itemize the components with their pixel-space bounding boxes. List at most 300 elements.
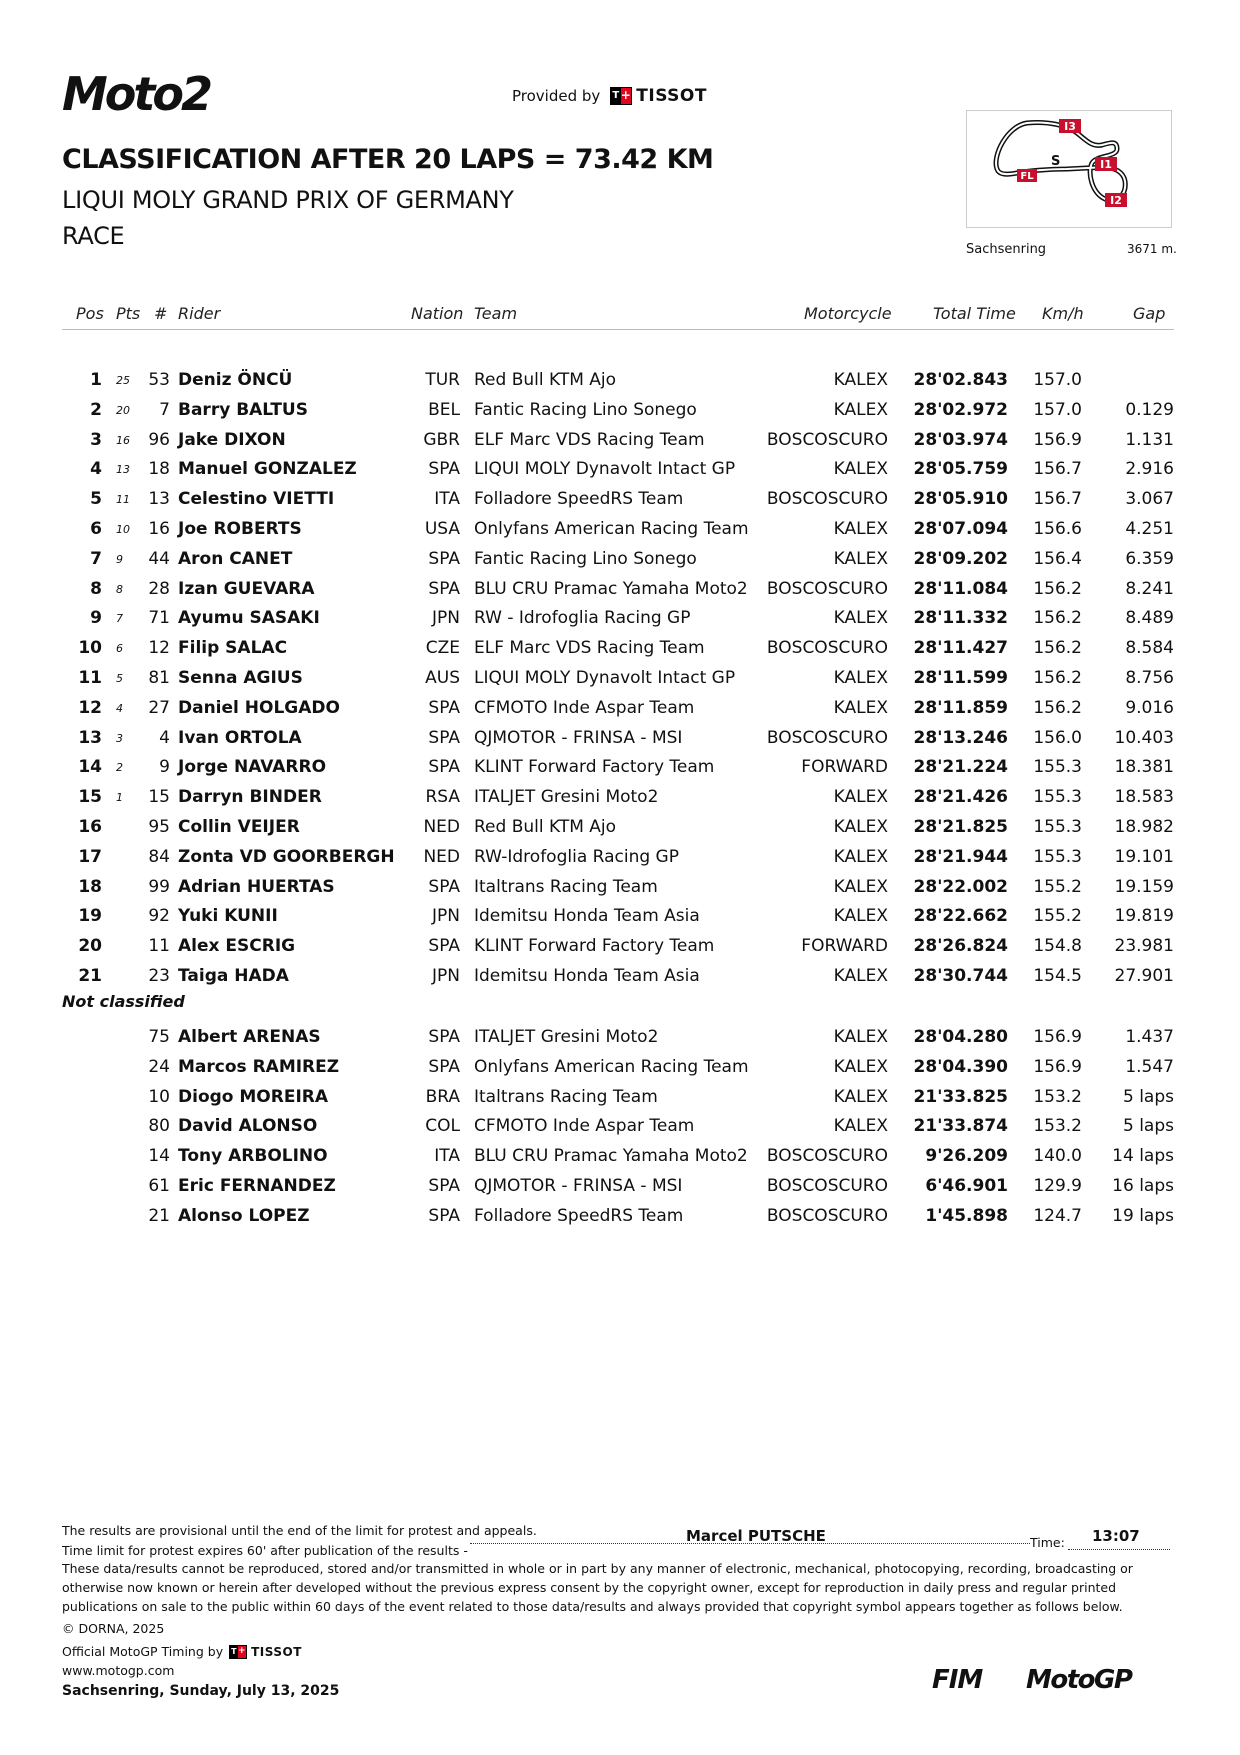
cell-nation: COL <box>425 1116 460 1137</box>
provisional-note: The results are provisional until the end of the limit for protest and appeals. <box>62 1523 537 1538</box>
cell-rider: Daniel HOLGADO <box>178 697 340 718</box>
cell-pos: 20 <box>78 936 102 957</box>
cell-number: 13 <box>148 489 170 510</box>
cell-motorcycle: BOSCOSCURO <box>766 578 888 599</box>
table-row <box>0 430 1240 460</box>
cell-kmh: 157.0 <box>1033 399 1082 420</box>
table-row <box>0 847 1240 877</box>
cell-gap: 16 laps <box>1112 1176 1174 1196</box>
cell-rider: Tony ARBOLINO <box>178 1146 328 1167</box>
cell-number: 4 <box>159 727 170 748</box>
cell-nation: SPA <box>428 876 460 897</box>
cell-motorcycle: BOSCOSCURO <box>766 727 888 748</box>
table-row <box>0 877 1240 907</box>
cell-gap: 9.016 <box>1125 697 1174 718</box>
cell-number: 9 <box>159 757 170 778</box>
cell-gap: 0.129 <box>1125 399 1174 420</box>
cell-team: Idemitsu Honda Team Asia <box>474 966 700 986</box>
cell-gap: 18.381 <box>1114 757 1174 778</box>
cell-total-time: 28'21.825 <box>913 817 1008 837</box>
cell-team: BLU CRU Pramac Yamaha Moto2 <box>474 578 748 599</box>
tissot-wordmark: TISSOT <box>636 86 707 106</box>
cell-motorcycle: KALEX <box>833 370 888 390</box>
cell-motorcycle: KALEX <box>833 668 888 688</box>
cell-rider: David ALONSO <box>178 1116 318 1137</box>
table-row-not-classified <box>0 1206 1240 1236</box>
cell-total-time: 28'04.390 <box>913 1056 1008 1077</box>
svg-text:I3: I3 <box>1064 120 1076 133</box>
cell-gap: 1.437 <box>1125 1027 1174 1047</box>
table-row <box>0 519 1240 549</box>
cell-rider: Aron CANET <box>178 548 293 569</box>
cell-total-time: 28'11.332 <box>913 608 1008 629</box>
cell-pos: 21 <box>78 966 102 986</box>
fim-logo <box>930 1664 1000 1698</box>
cell-total-time: 28'11.427 <box>913 638 1008 659</box>
cell-nation: NED <box>423 846 460 867</box>
page-title: CLASSIFICATION AFTER 20 LAPS = 73.42 KM <box>62 144 714 175</box>
cell-total-time: 28'11.084 <box>913 578 1008 599</box>
svg-text:Moto2: Moto2 <box>62 72 210 116</box>
cell-total-time: 28'02.843 <box>913 370 1008 390</box>
cell-motorcycle: KALEX <box>833 1116 888 1137</box>
cell-pos: 15 <box>78 787 102 808</box>
cell-gap: 5 laps <box>1122 1116 1174 1137</box>
cell-pts: 4 <box>116 701 123 715</box>
cell-nation: SPA <box>428 459 460 480</box>
cell-gap: 3.067 <box>1125 489 1174 510</box>
cell-team: ELF Marc VDS Racing Team <box>474 429 705 450</box>
col-header-pts: Pts <box>116 304 141 323</box>
cell-number: 21 <box>148 1205 170 1226</box>
cell-nation: AUS <box>425 668 460 688</box>
cell-kmh: 156.2 <box>1033 668 1082 688</box>
cell-nation: SPA <box>428 936 460 957</box>
session-name: RACE <box>62 222 125 250</box>
cell-total-time: 28'03.974 <box>913 429 1008 450</box>
signatory-name: Marcel PUTSCHE <box>686 1527 826 1545</box>
provided-by-label: Provided by <box>512 87 601 105</box>
cell-gap: 10.403 <box>1114 727 1174 748</box>
cell-motorcycle: KALEX <box>833 966 888 986</box>
cell-number: 24 <box>148 1056 170 1077</box>
cell-kmh: 156.2 <box>1033 578 1082 599</box>
cell-nation: JPN <box>432 608 460 629</box>
cell-number: 95 <box>148 817 170 837</box>
cell-rider: Senna AGIUS <box>178 668 303 688</box>
cell-number: 27 <box>148 697 170 718</box>
cell-nation: BRA <box>425 1086 460 1107</box>
cell-gap: 18.583 <box>1114 787 1174 808</box>
cell-team: QJMOTOR - FRINSA - MSI <box>474 727 683 748</box>
website: www.motogp.com <box>62 1663 175 1678</box>
motogp-logo <box>1024 1664 1174 1698</box>
cell-number: 44 <box>148 548 170 569</box>
cell-pts: 25 <box>116 374 130 387</box>
cell-kmh: 155.2 <box>1033 876 1082 897</box>
cell-gap: 2.916 <box>1125 459 1174 480</box>
col-header-total-time: Total Time <box>933 304 1016 323</box>
cell-number: 53 <box>148 370 170 390</box>
cell-motorcycle: KALEX <box>833 697 888 718</box>
cell-kmh: 153.2 <box>1033 1116 1082 1137</box>
cell-total-time: 28'21.224 <box>913 757 1008 778</box>
table-row-not-classified <box>0 1087 1240 1117</box>
cell-number: 75 <box>148 1027 170 1047</box>
cell-rider: Barry BALTUS <box>178 399 308 420</box>
cell-pos: 17 <box>78 846 102 867</box>
col-header-pos: Pos <box>76 304 104 323</box>
cell-motorcycle: BOSCOSCURO <box>766 489 888 510</box>
cell-kmh: 156.2 <box>1033 697 1082 718</box>
cell-motorcycle: KALEX <box>833 519 888 539</box>
table-row <box>0 728 1240 758</box>
cell-rider: Taiga HADA <box>178 966 289 986</box>
cell-pos: 11 <box>78 668 102 688</box>
cell-number: 71 <box>148 608 170 629</box>
cell-rider: Diogo MOREIRA <box>178 1086 329 1107</box>
cell-rider: Jorge NAVARRO <box>178 757 327 778</box>
cell-motorcycle: KALEX <box>833 1086 888 1107</box>
cell-number: 16 <box>148 519 170 539</box>
cell-total-time: 21'33.874 <box>913 1116 1008 1137</box>
cell-pos: 19 <box>78 906 102 927</box>
col-header-rider: Rider <box>178 304 221 323</box>
cell-kmh: 156.6 <box>1033 519 1082 539</box>
cell-motorcycle: BOSCOSCURO <box>766 429 888 450</box>
cell-team: Folladore SpeedRS Team <box>474 1205 684 1226</box>
table-row <box>0 638 1240 668</box>
cell-gap: 14 laps <box>1112 1146 1174 1167</box>
cell-rider: Albert ARENAS <box>178 1027 321 1047</box>
table-row <box>0 489 1240 519</box>
cell-nation: ITA <box>434 1146 460 1167</box>
cell-total-time: 28'21.944 <box>913 846 1008 867</box>
table-row <box>0 370 1240 400</box>
cell-number: 7 <box>159 399 170 420</box>
cell-gap: 8.584 <box>1125 638 1174 659</box>
cell-kmh: 124.7 <box>1033 1205 1082 1226</box>
cell-gap: 8.756 <box>1125 668 1174 688</box>
cell-team: QJMOTOR - FRINSA - MSI <box>474 1176 683 1196</box>
cell-team: BLU CRU Pramac Yamaha Moto2 <box>474 1146 748 1167</box>
cell-gap: 1.547 <box>1125 1056 1174 1077</box>
cell-pts: 13 <box>116 463 130 477</box>
cell-motorcycle: KALEX <box>833 459 888 480</box>
cell-nation: SPA <box>428 578 460 599</box>
cell-motorcycle: KALEX <box>833 846 888 867</box>
cell-team: Onlyfans American Racing Team <box>474 519 749 539</box>
cell-pos: 1 <box>90 370 102 390</box>
table-row <box>0 668 1240 698</box>
cell-number: 14 <box>148 1146 170 1167</box>
provided-by <box>512 86 707 106</box>
cell-pos: 9 <box>90 608 102 629</box>
cell-rider: Adrian HUERTAS <box>178 876 335 897</box>
cell-total-time: 28'11.599 <box>913 668 1008 688</box>
table-row <box>0 400 1240 430</box>
cell-total-time: 28'02.972 <box>913 399 1008 420</box>
cell-pos: 2 <box>90 399 102 420</box>
cell-number: 12 <box>148 638 170 659</box>
map-label-s: S <box>1051 154 1061 169</box>
cell-kmh: 140.0 <box>1033 1146 1082 1167</box>
cell-rider: Darryn BINDER <box>178 787 322 808</box>
cell-total-time: 28'11.859 <box>913 697 1008 718</box>
cell-number: 18 <box>148 459 170 480</box>
cell-pos: 18 <box>78 876 102 897</box>
cell-team: Italtrans Racing Team <box>474 876 658 897</box>
cell-number: 28 <box>148 578 170 599</box>
cell-kmh: 155.3 <box>1033 757 1082 778</box>
cell-pts: 5 <box>116 672 123 685</box>
cell-nation: SPA <box>428 697 460 718</box>
cell-number: 92 <box>148 906 170 927</box>
cell-pts: 16 <box>116 433 130 447</box>
cell-rider: Alex ESCRIG <box>178 936 296 957</box>
cell-rider: Eric FERNANDEZ <box>178 1176 336 1196</box>
cell-rider: Filip SALAC <box>178 638 288 659</box>
cell-pos: 3 <box>90 429 102 450</box>
cell-nation: TUR <box>425 370 460 390</box>
tissot-icon: T + <box>610 87 632 105</box>
cell-kmh: 155.3 <box>1033 817 1082 837</box>
table-row <box>0 757 1240 787</box>
cell-motorcycle: KALEX <box>833 876 888 897</box>
cell-team: ITALJET Gresini Moto2 <box>474 1027 659 1047</box>
cell-nation: BEL <box>428 399 460 420</box>
cell-pos: 10 <box>78 638 102 659</box>
table-row-not-classified <box>0 1057 1240 1087</box>
cell-motorcycle: KALEX <box>833 1056 888 1077</box>
cell-gap: 8.241 <box>1125 578 1174 599</box>
timing-by-label: Official MotoGP Timing by <box>62 1644 224 1659</box>
cell-rider: Yuki KUNII <box>178 906 278 927</box>
cell-motorcycle: KALEX <box>833 548 888 569</box>
cell-total-time: 28'05.759 <box>913 459 1008 480</box>
cell-team: CFMOTO Inde Aspar Team <box>474 697 695 718</box>
table-row <box>0 579 1240 609</box>
cell-gap: 18.982 <box>1114 817 1174 837</box>
cell-nation: SPA <box>428 1027 460 1047</box>
tissot-footer-wordmark: TISSOT <box>251 1644 302 1659</box>
cell-team: Onlyfans American Racing Team <box>474 1056 749 1077</box>
col-header-nation: Nation <box>411 304 464 323</box>
cell-pts: 7 <box>116 612 123 626</box>
table-row <box>0 936 1240 966</box>
cell-number: 15 <box>148 787 170 808</box>
cell-total-time: 28'26.824 <box>913 936 1008 957</box>
cell-total-time: 9'26.209 <box>925 1146 1008 1167</box>
cell-pts: 8 <box>116 582 123 596</box>
cell-rider: Zonta VD GOORBERGH <box>178 846 395 867</box>
cell-total-time: 21'33.825 <box>913 1086 1008 1107</box>
cell-total-time: 1'45.898 <box>925 1205 1008 1226</box>
cell-gap: 1.131 <box>1125 429 1174 450</box>
cell-pos: 12 <box>78 697 102 718</box>
col-header-motorcycle: Motorcycle <box>804 304 892 323</box>
cell-pts: 2 <box>116 761 123 775</box>
table-row <box>0 549 1240 579</box>
cell-pos: 16 <box>78 817 102 837</box>
moto2-logo <box>62 72 298 116</box>
cell-team: ITALJET Gresini Moto2 <box>474 787 659 808</box>
svg-text:I2: I2 <box>1110 194 1122 207</box>
cell-motorcycle: FORWARD <box>801 936 888 957</box>
cell-kmh: 156.7 <box>1033 489 1082 510</box>
tissot-footer-logo <box>229 1645 302 1659</box>
cell-gap: 5 laps <box>1122 1086 1174 1107</box>
cell-nation: SPA <box>428 1056 460 1077</box>
cell-pos: 7 <box>90 548 102 569</box>
cell-kmh: 153.2 <box>1033 1086 1082 1107</box>
col-header-team: Team <box>474 304 518 323</box>
cell-number: 11 <box>148 936 170 957</box>
cell-team: Folladore SpeedRS Team <box>474 489 684 510</box>
cell-pos: 6 <box>90 519 102 539</box>
cell-total-time: 28'30.744 <box>913 966 1008 986</box>
cell-number: 99 <box>148 876 170 897</box>
cell-rider: Alonso LOPEZ <box>178 1205 310 1226</box>
table-row <box>0 787 1240 817</box>
cell-team: Red Bull KTM Ajo <box>474 370 617 390</box>
cell-rider: Celestino VIETTI <box>178 489 335 510</box>
tissot-logo <box>610 86 707 106</box>
col-header-kmh: Km/h <box>1042 304 1084 323</box>
cell-rider: Ivan ORTOLA <box>178 727 302 748</box>
svg-text:MotoGP: MotoGP <box>1026 1665 1132 1694</box>
cell-gap: 19.819 <box>1114 906 1174 927</box>
cell-rider: Ayumu SASAKI <box>178 608 320 629</box>
table-row-not-classified <box>0 1027 1240 1057</box>
cell-gap: 8.489 <box>1125 608 1174 629</box>
map-label-i3 <box>1059 119 1081 133</box>
cell-nation: SPA <box>428 1176 460 1196</box>
cell-kmh: 156.4 <box>1033 548 1082 569</box>
cell-pts: 6 <box>116 642 123 656</box>
time-line <box>1068 1549 1170 1550</box>
col-header-num: # <box>154 304 168 323</box>
cell-team: Red Bull KTM Ajo <box>474 817 617 837</box>
cell-rider: Izan GUEVARA <box>178 578 315 599</box>
cell-nation: ITA <box>434 489 460 510</box>
cell-rider: Collin VEIJER <box>178 817 300 837</box>
cell-team: Fantic Racing Lino Sonego <box>474 399 697 420</box>
cell-total-time: 28'04.280 <box>913 1027 1008 1047</box>
cell-nation: SPA <box>428 757 460 778</box>
cell-kmh: 155.3 <box>1033 787 1082 808</box>
table-row-not-classified <box>0 1176 1240 1206</box>
map-label-i2 <box>1105 193 1127 207</box>
cell-kmh: 156.2 <box>1033 608 1082 629</box>
cell-total-time: 28'22.002 <box>913 876 1008 897</box>
cell-rider: Marcos RAMIREZ <box>178 1056 340 1077</box>
cell-rider: Deniz ÖNCÜ <box>178 370 293 390</box>
circuit-length: 3671 m. <box>1127 242 1177 256</box>
cell-motorcycle: KALEX <box>833 608 888 629</box>
cell-motorcycle: KALEX <box>833 399 888 420</box>
table-row <box>0 459 1240 489</box>
cell-rider: Manuel GONZALEZ <box>178 459 357 480</box>
cell-gap: 19 laps <box>1112 1205 1174 1226</box>
cell-number: 84 <box>148 846 170 867</box>
cell-kmh: 156.0 <box>1033 727 1082 748</box>
cell-pos: 14 <box>78 757 102 778</box>
copyright: © DORNA, 2025 <box>62 1621 165 1636</box>
cell-number: 81 <box>148 668 170 688</box>
circuit-map <box>966 110 1172 228</box>
cell-pts: 10 <box>116 523 130 536</box>
cell-motorcycle: KALEX <box>833 1027 888 1047</box>
cell-pos: 4 <box>90 459 102 480</box>
table-row-not-classified <box>0 1146 1240 1176</box>
cell-total-time: 28'07.094 <box>913 519 1008 539</box>
table-row-not-classified <box>0 1116 1240 1146</box>
cell-team: RW - Idrofoglia Racing GP <box>474 608 691 629</box>
table-row <box>0 906 1240 936</box>
cell-kmh: 156.2 <box>1033 638 1082 659</box>
col-header-gap: Gap <box>1133 304 1166 323</box>
cell-team: ELF Marc VDS Racing Team <box>474 638 705 659</box>
cell-team: Italtrans Racing Team <box>474 1086 658 1107</box>
cell-team: Idemitsu Honda Team Asia <box>474 906 700 927</box>
table-row <box>0 608 1240 638</box>
cell-total-time: 28'13.246 <box>913 727 1008 748</box>
time-label: Time: <box>1030 1535 1065 1550</box>
cell-kmh: 156.9 <box>1033 1027 1082 1047</box>
cell-total-time: 28'22.662 <box>913 906 1008 927</box>
cell-rider: Jake DIXON <box>178 429 286 450</box>
cell-kmh: 155.2 <box>1033 906 1082 927</box>
cell-motorcycle: KALEX <box>833 906 888 927</box>
cell-nation: SPA <box>428 548 460 569</box>
cell-team: LIQUI MOLY Dynavolt Intact GP <box>474 459 736 480</box>
cell-motorcycle: FORWARD <box>801 757 888 778</box>
cell-pts: 20 <box>116 403 130 417</box>
cell-number: 23 <box>148 966 170 986</box>
cell-motorcycle: BOSCOSCURO <box>766 638 888 659</box>
svg-text:I1: I1 <box>1100 158 1112 171</box>
cell-nation: GBR <box>423 429 460 450</box>
cell-team: KLINT Forward Factory Team <box>474 936 715 957</box>
cell-gap: 23.981 <box>1114 936 1174 957</box>
cell-nation: JPN <box>432 906 460 927</box>
event-name: LIQUI MOLY GRAND PRIX OF GERMANY <box>62 186 514 214</box>
cell-gap: 27.901 <box>1114 966 1174 986</box>
timing-by <box>62 1644 302 1659</box>
cell-pos: 13 <box>78 727 102 748</box>
cell-gap: 6.359 <box>1125 548 1174 569</box>
cell-total-time: 28'09.202 <box>913 548 1008 569</box>
cell-nation: CZE <box>425 638 460 659</box>
cell-number: 10 <box>148 1086 170 1107</box>
tissot-footer-icon: T + <box>229 1645 247 1659</box>
cell-total-time: 28'05.910 <box>913 489 1008 510</box>
svg-text:FIM: FIM <box>932 1665 983 1694</box>
cell-nation: SPA <box>428 1205 460 1226</box>
cell-pts: 1 <box>116 791 123 805</box>
cell-kmh: 154.8 <box>1033 936 1082 957</box>
cell-nation: SPA <box>428 727 460 748</box>
cell-kmh: 129.9 <box>1033 1176 1082 1196</box>
cell-kmh: 156.9 <box>1033 1056 1082 1077</box>
cell-kmh: 156.7 <box>1033 459 1082 480</box>
cell-team: Fantic Racing Lino Sonego <box>474 548 697 569</box>
cell-pos: 8 <box>90 578 102 599</box>
cell-pts: 9 <box>116 552 123 566</box>
map-label-i1 <box>1095 157 1117 171</box>
cell-nation: NED <box>423 817 460 837</box>
